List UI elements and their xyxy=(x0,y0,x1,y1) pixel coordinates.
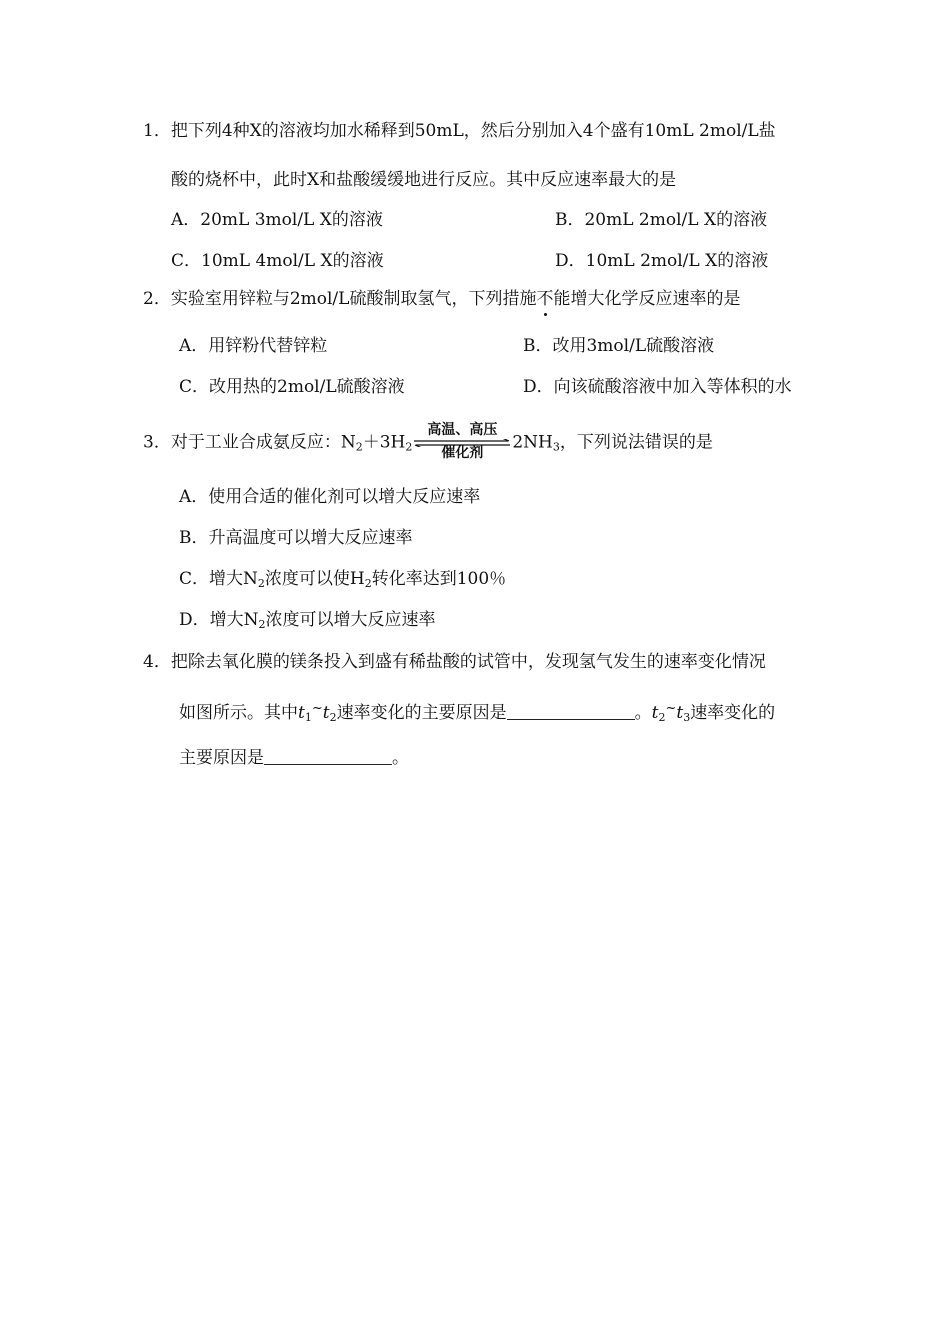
q4-tilde2: ~ xyxy=(665,701,677,716)
q3-option-d xyxy=(179,608,436,632)
q3-number: 3． xyxy=(143,432,171,453)
q1-option-d: D．10mL 2mol/L X的溶液 xyxy=(555,251,769,271)
q1-stem-text1: 把下列4种X的溶液均加水稀释到50mL，然后分别加入4个盛有10mL 2mol/L盐 xyxy=(170,121,776,141)
q4-mid: 速率变化的主要原因是 xyxy=(336,703,507,723)
q1-number: 1． xyxy=(143,121,171,141)
q1-option-a: A．20mL 3mol/L X的溶液 xyxy=(171,210,383,230)
q4-t1: t xyxy=(298,703,305,723)
q3-stem-post: ，下列说法错误的是 xyxy=(559,432,713,453)
q2-option-a: A．用锌粉代替锌粒 xyxy=(179,336,328,356)
q3-c-sub1: 2 xyxy=(257,577,265,590)
q4-line3-pre: 主要原因是 xyxy=(179,748,264,768)
q3-c-sub2: 2 xyxy=(364,577,372,590)
q1-stem-line1 xyxy=(143,119,776,143)
q4-tilde1: ~ xyxy=(311,701,323,716)
q4-number: 4． xyxy=(143,652,171,672)
q3-stem xyxy=(143,422,713,461)
q4-t2b: t xyxy=(651,703,659,723)
answer-blank-1[interactable] xyxy=(507,701,635,720)
answer-blank-2[interactable] xyxy=(264,746,392,765)
reversible-arrow xyxy=(412,422,512,461)
reaction-condition-top: 高温、高压 xyxy=(427,422,498,438)
q2-option-d: D．向该硫酸溶液中加入等体积的水 xyxy=(523,377,792,397)
q3-d-post: 浓度可以增大反应速率 xyxy=(265,610,436,630)
q3-product-sub: 3 xyxy=(552,440,560,454)
q4-pre: 如图所示。其中 xyxy=(179,703,298,723)
q4-stem-line1 xyxy=(143,650,766,674)
q4-t2-sub: 2 xyxy=(329,711,337,724)
q4-post: 速率变化的 xyxy=(690,703,776,723)
q2-emphasis-char: 不 xyxy=(536,289,554,309)
q2-stem-pre: 实验室用锌粒与2mol/L硫酸制取氢气，下列措施 xyxy=(170,289,537,309)
reaction-condition-bottom: 催化剂 xyxy=(441,445,484,461)
q4-stem-line2 xyxy=(179,697,775,725)
q2-stem xyxy=(143,287,740,311)
q3-d-pre: D．增大N xyxy=(179,610,259,630)
q3-c-pre: C．增大N xyxy=(179,569,258,589)
q2-option-b: B．改用3mol/L硫酸溶液 xyxy=(523,336,715,356)
q4-sep: 。 xyxy=(634,703,652,723)
q4-t1-sub: 1 xyxy=(304,711,312,724)
q3-plus-h: ＋3H xyxy=(362,432,406,453)
q4-stem-text1: 把除去氧化膜的镁条投入到盛有稀盐酸的试管中，发现氢气发生的速率变化情况 xyxy=(170,652,766,672)
q1-option-b: B．20mL 2mol/L X的溶液 xyxy=(555,210,768,230)
q3-stem-pre: 对于工业合成氨反应： xyxy=(170,432,341,453)
q2-option-c: C．改用热的2mol/L硫酸溶液 xyxy=(179,377,405,397)
q3-product: 2NH xyxy=(512,432,553,453)
q4-t2: t xyxy=(322,703,330,723)
q3-n: N xyxy=(340,432,356,453)
q3-option-c xyxy=(179,567,506,591)
q3-option-b: B．升高温度可以增大反应速率 xyxy=(179,528,413,548)
q2-stem-post: 能增大化学反应速率的是 xyxy=(553,289,741,309)
q4-t3: t xyxy=(676,703,684,723)
q3-d-sub: 2 xyxy=(258,618,266,631)
q3-h-sub: 2 xyxy=(405,440,413,454)
q3-n-sub: 2 xyxy=(355,440,363,454)
q4-stem-line3 xyxy=(179,746,409,770)
q4-t2b-sub: 2 xyxy=(658,711,666,724)
q3-option-a: A．使用合适的催化剂可以增大反应速率 xyxy=(179,487,481,507)
q4-line3-post: 。 xyxy=(392,748,409,768)
q1-option-c: C．10mL 4mol/L X的溶液 xyxy=(171,251,384,271)
q4-t3-sub: 3 xyxy=(683,711,691,724)
q2-number: 2． xyxy=(143,289,171,309)
q1-stem-line2: 酸的烧杯中，此时X和盐酸缓缓地进行反应。其中反应速率最大的是 xyxy=(171,170,677,190)
q3-c-mid: 浓度可以使H xyxy=(264,569,365,589)
q3-c-post: 转化率达到100％ xyxy=(371,569,507,589)
